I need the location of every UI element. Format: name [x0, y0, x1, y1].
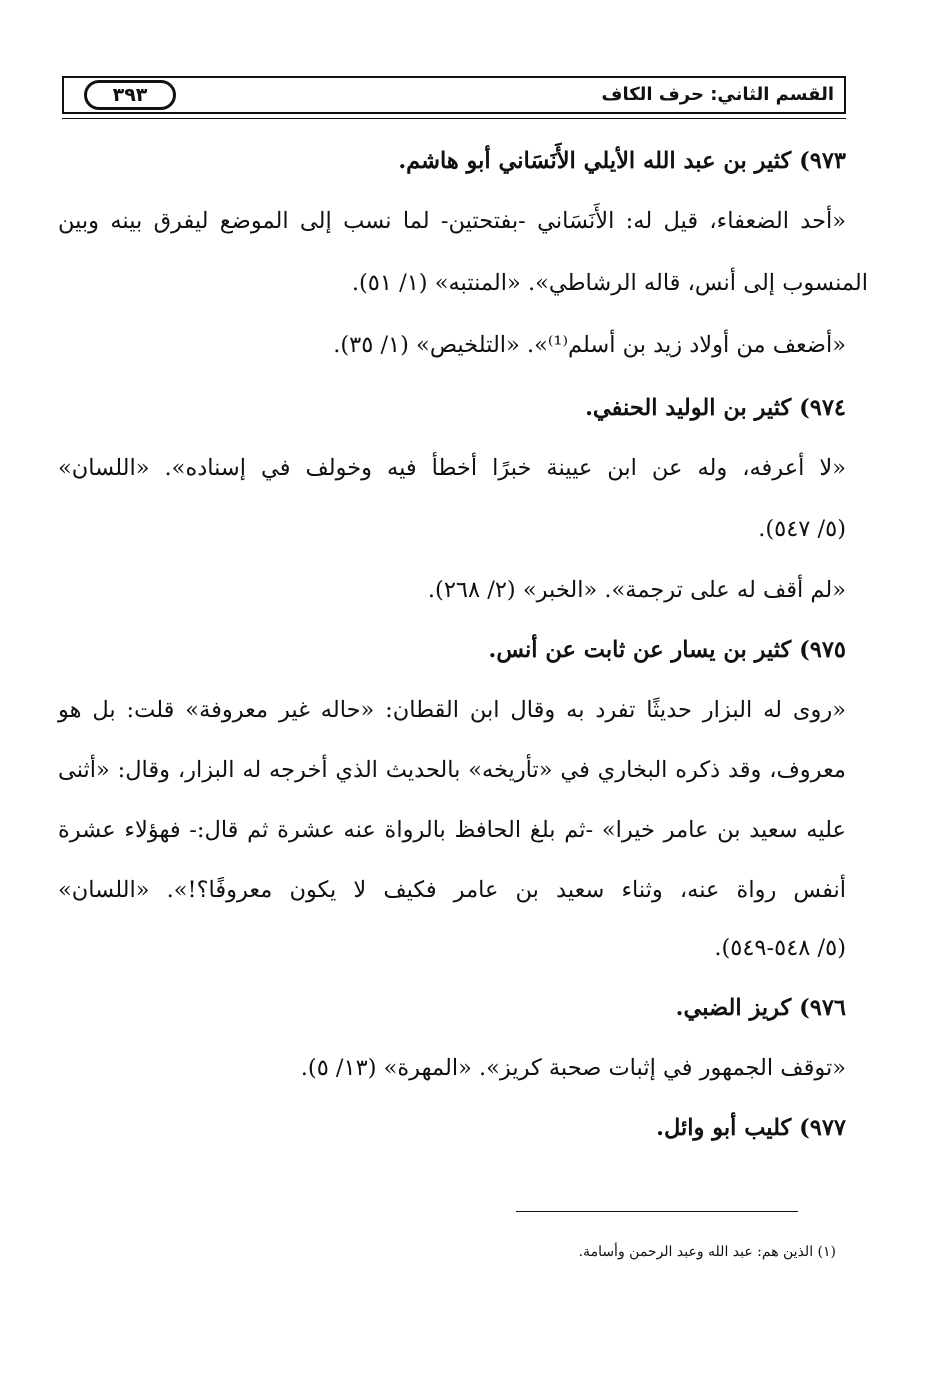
entry-974-text-1: «لا أعرفه، وله عن ابن عيينة خبرًا أخطأ فيه وخولف في إسناده». «اللسان» [58, 455, 846, 481]
entry-976-heading: ٩٧٦) كريز الضبي. [675, 995, 846, 1021]
entry-973-text-2: المنسوب إلى أنس، قاله الرشاطي». «المنتبه» (١/ ٥١). [351, 270, 868, 296]
entry-973-heading: ٩٧٣) كثير بن عبد الله الأيلي الأَنَسَاني أبو هاشم. [398, 148, 846, 174]
footnote: (١) الذين هم: عبد الله وعبد الرحمن وأسامة. [578, 1244, 836, 1260]
entry-974-heading: ٩٧٤) كثير بن الوليد الحنفي. [585, 395, 846, 421]
entry-975-text-4: أنفس رواة عنه، وثناء سعيد بن عامر فكيف لا يكون معروفًا؟!». «اللسان» [58, 877, 846, 903]
entry-973-text-1: «أحد الضعفاء، قيل له: الأَنَسَاني -بفتحتين- لما نسب إلى الموضع ليفرق بينه وبين [58, 208, 846, 234]
entry-974-text-2: (٥/ ٥٤٧). [758, 516, 846, 542]
entry-976-text-1: «توقف الجمهور في إثبات صحبة كريز». «المهرة» (١٣/ ٥). [300, 1055, 846, 1081]
entry-974-text-3: «لم أقف له على ترجمة». «الخبر» (٢/ ٢٦٨). [427, 577, 846, 603]
entry-977-heading: ٩٧٧) كليب أبو وائل. [656, 1115, 846, 1141]
entry-975-text-1: «روى له البزار حديثًا تفرد به وقال ابن القطان: «حاله غير معروفة» قلت: بل هو [58, 697, 846, 723]
entry-975-text-2: معروف، وقد ذكره البخاري في «تأريخه» بالحديث الذي أخرجه له البزار، وقال: «أثنى [58, 757, 846, 783]
running-header [62, 76, 846, 114]
footnote-rule [516, 1211, 798, 1212]
entry-975-text-3: عليه سعيد بن عامر خيرا» -ثم بلغ الحافظ بالرواة عنه عشرة ثم قال:- فهؤلاء عشرة [58, 817, 846, 843]
header-rule [62, 118, 846, 119]
entry-975-text-5: (٥/ ٥٤٨-٥٤٩). [714, 935, 846, 961]
page-number: ٣٩٣ [84, 80, 176, 110]
entry-973-text-3: «أضعف من أولاد زيد بن أسلم⁽¹⁾». «التلخيص» (١/ ٣٥). [333, 332, 846, 358]
entry-975-heading: ٩٧٥) كثير بن يسار عن ثابت عن أنس. [488, 637, 846, 663]
header-title: القسم الثاني: حرف الكاف [601, 84, 834, 105]
